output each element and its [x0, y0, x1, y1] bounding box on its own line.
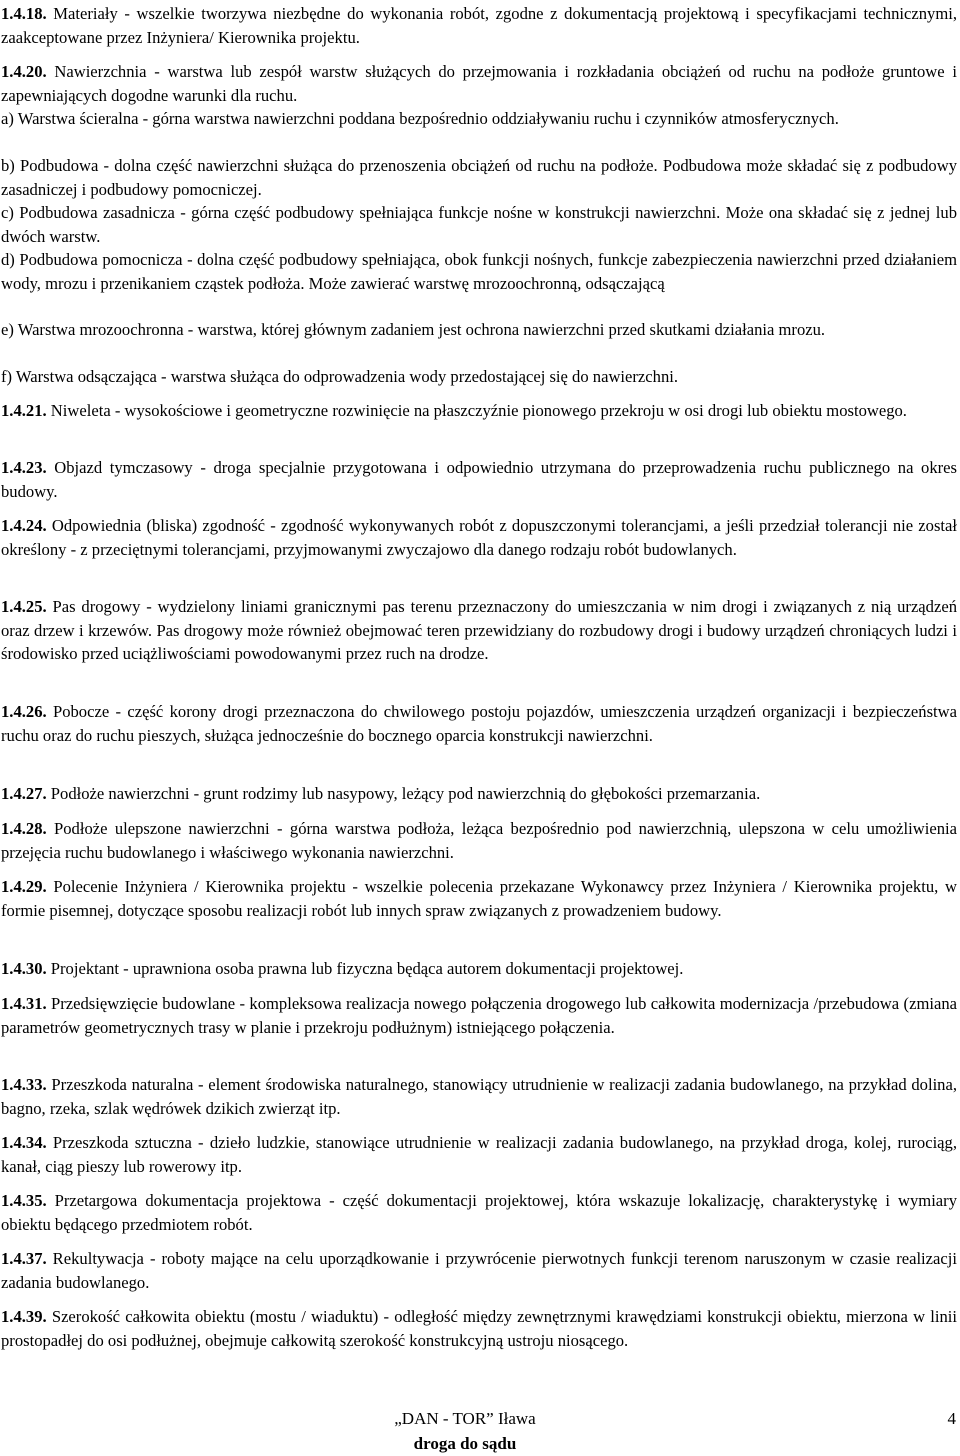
- definition-text: Polecenie Inżyniera / Kierownika projektu - wszelkie polecenia przekazane Wykonawcy przez Inżyniera / Kierownika projektu, w formie pisemnej, dotyczące sposobu realizacji robót lub innych spraw związanych z prowadzeniem budowy.: [1, 877, 957, 920]
- definition-text: Podłoże ulepszone nawierzchni - górna warstwa podłoża, leżąca bezpośrednio pod nawierzchnią, ulepszona w celu umożliwienia przejęcia ruchu budowlanego i właściwego wykonania nawierzchni.: [1, 819, 957, 862]
- definition-text: Podłoże nawierzchni - grunt rodzimy lub nasypowy, leżący pod nawierzchnią do głębokości przemarzania.: [46, 784, 761, 803]
- definition-1-4-39: [1, 1305, 957, 1352]
- definition-text: Rekultywacja - roboty mające na celu uporządkowanie i przywrócenie pierwotnych funkcji terenom naruszonym w czasie realizacji zadania budowlanego.: [1, 1249, 957, 1292]
- definition-text: Nawierzchnia - warstwa lub zespół warstw służących do przejmowania i rozkładania obciążeń od ruchu na podłoże gruntowe i zapewniających dogodne warunki dla ruchu.: [1, 62, 957, 105]
- definition-text: Szerokość całkowita obiektu (mostu / wiaduktu) - odległość między zewnętrznymi krawędziami konstrukcji obiektu, mierzona w linii prostopadłej do osi podłużnej, obejmuje całkowitą szerokość konstrukcyjną ustroju niosącego.: [1, 1307, 957, 1350]
- footer-subtitle: droga do sądu: [413, 1434, 517, 1453]
- definition-text: Odpowiednia (bliska) zgodność - zgodność wykonywanych robót z dopuszczonymi tolerancjami, a jeśli przedział tolerancji nie został określony - z przeciętnymi tolerancjami, przyjmowanymi zwyczajowo dla danego rodzaju robót budowlanych.: [1, 516, 957, 559]
- definition-1-4-23: [1, 456, 957, 503]
- definition-number: 1.4.37.: [1, 1249, 47, 1268]
- definition-number: 1.4.29.: [1, 877, 47, 896]
- definition-number: 1.4.30.: [1, 959, 47, 978]
- definition-1-4-21: [1, 399, 957, 423]
- definition-number: 1.4.25.: [1, 597, 47, 616]
- sub-item-d: d) Podbudowa pomocnicza - dolna część podbudowy spełniająca, obok funkcji nośnych, funkcje zabezpieczenia nawierzchni przed działaniem wody, mrozu i przenikaniem cząstek podłoża. Może zawierać warstwę mrozoochronną, odsączającą: [1, 250, 957, 293]
- sub-item-b: b) Podbudowa - dolna część nawierzchni służąca do przenoszenia obciążeń od ruchu na podłoże. Podbudowa może składać się z podbudowy zasadniczej i podbudowy pomocniczej.: [1, 156, 957, 199]
- definition-1-4-27: [1, 782, 957, 806]
- definition-text: Niweleta - wysokościowe i geometryczne rozwinięcie na płaszczyźnie pionowego przekroju w osi drogi lub obiektu mostowego.: [46, 401, 907, 420]
- definition-number: 1.4.34.: [1, 1133, 47, 1152]
- definition-text: Przedsięwzięcie budowlane - kompleksowa realizacja nowego połączenia drogowego lub całkowita modernizacja /przebudowa (zmiana parametrów geometrycznych trasy w planie i przekroju podłużnym) istniejącego połączenia.: [1, 994, 957, 1037]
- definition-text: Projektant - uprawniona osoba prawna lub fizyczna będąca autorem dokumentacji projektowej.: [46, 959, 684, 978]
- definition-1-4-37: [1, 1247, 957, 1294]
- definition-number: 1.4.24.: [1, 516, 47, 535]
- definition-number: 1.4.21.: [1, 401, 47, 420]
- sub-item-e: e) Warstwa mrozoochronna - warstwa, której głównym zadaniem jest ochrona nawierzchni przed skutkami działania mrozu.: [1, 320, 826, 339]
- definition-number: 1.4.27.: [1, 784, 47, 803]
- sub-item-c: c) Podbudowa zasadnicza - górna część podbudowy spełniająca funkcje nośne w konstrukcji nawierzchni. Może ona składać się z jednej lub dwóch warstw.: [1, 203, 957, 246]
- definition-1-4-25: [1, 595, 957, 666]
- definition-1-4-24: [1, 514, 957, 561]
- footer-brand: „DAN - TOR” Iława: [394, 1409, 536, 1428]
- sub-item-f: f) Warstwa odsączająca - warstwa służąca do odprowadzenia wody przedostającej się do nawierzchni.: [1, 367, 679, 386]
- definition-1-4-31: [1, 992, 957, 1039]
- definition-1-4-26: [1, 700, 957, 747]
- definition-number: 1.4.28.: [1, 819, 47, 838]
- definition-number: 1.4.20.: [1, 62, 47, 81]
- definition-1-4-20: [1, 60, 957, 107]
- definition-number: 1.4.23.: [1, 458, 47, 477]
- definition-1-4-35: [1, 1189, 957, 1236]
- definition-1-4-18: [1, 2, 957, 49]
- definition-1-4-33: [1, 1073, 957, 1120]
- definition-text: Przetargowa dokumentacja projektowa - część dokumentacji projektowej, która wskazuje lokalizację, charakterystykę i wymiary obiektu będącego przedmiotem robót.: [1, 1191, 957, 1234]
- definition-text: Pobocze - część korony drogi przeznaczona do chwilowego postoju pojazdów, umieszczenia urządzeń organizacji i bezpieczeństwa ruchu oraz do ruchu pieszych, służąca jednocześnie do bocznego oparcia konstrukcji nawierzchni.: [1, 702, 957, 745]
- definition-1-4-30: [1, 957, 957, 981]
- definition-text: Przeszkoda sztuczna - dzieło ludzkie, stanowiące utrudnienie w realizacji zadania budowlanego, na przykład droga, kolej, rurociąg, kanał, ciąg pieszy lub rowerowy itp.: [1, 1133, 957, 1176]
- definition-number: 1.4.39.: [1, 1307, 47, 1326]
- definition-1-4-34: [1, 1131, 957, 1178]
- definition-text: Materiały - wszelkie tworzywa niezbędne do wykonania robót, zgodne z dokumentacją projektową i specyfikacjami technicznymi, zaakceptowane przez Inżyniera/ Kierownika projektu.: [1, 4, 957, 47]
- definition-1-4-29: [1, 875, 957, 922]
- definition-1-4-28: [1, 817, 957, 864]
- page-number: 4: [947, 1409, 956, 1428]
- definition-text: Pas drogowy - wydzielony liniami granicznymi pas terenu przeznaczony do umieszczania w nim drogi i związanych z nią urządzeń oraz drzew i krzewów. Pas drogowy może również obejmować teren przewidziany do rozbudowy drogi i budowy urządzeń chroniących ludzi i środowisko przed uciążliwościami powodowanymi przez ruch na drodze.: [1, 597, 957, 663]
- definition-text: Objazd tymczasowy - droga specjalnie przygotowana i odpowiednio utrzymana do przeprowadzenia ruchu publicznego na okres budowy.: [1, 458, 957, 501]
- definition-text: Przeszkoda naturalna - element środowiska naturalnego, stanowiący utrudnienie w realizacji zadania budowlanego, na przykład dolina, bagno, rzeka, szlak wędrówek dzikich zwierząt itp.: [1, 1075, 957, 1118]
- sub-item-a: a) Warstwa ścieralna - górna warstwa nawierzchni poddana bezpośrednio oddziaływaniu ruchu i czynników atmosferycznych.: [1, 109, 839, 128]
- definition-number: 1.4.31.: [1, 994, 47, 1013]
- definition-number: 1.4.33.: [1, 1075, 47, 1094]
- definition-number: 1.4.26.: [1, 702, 47, 721]
- definition-number: 1.4.18.: [1, 4, 47, 23]
- definition-number: 1.4.35.: [1, 1191, 47, 1210]
